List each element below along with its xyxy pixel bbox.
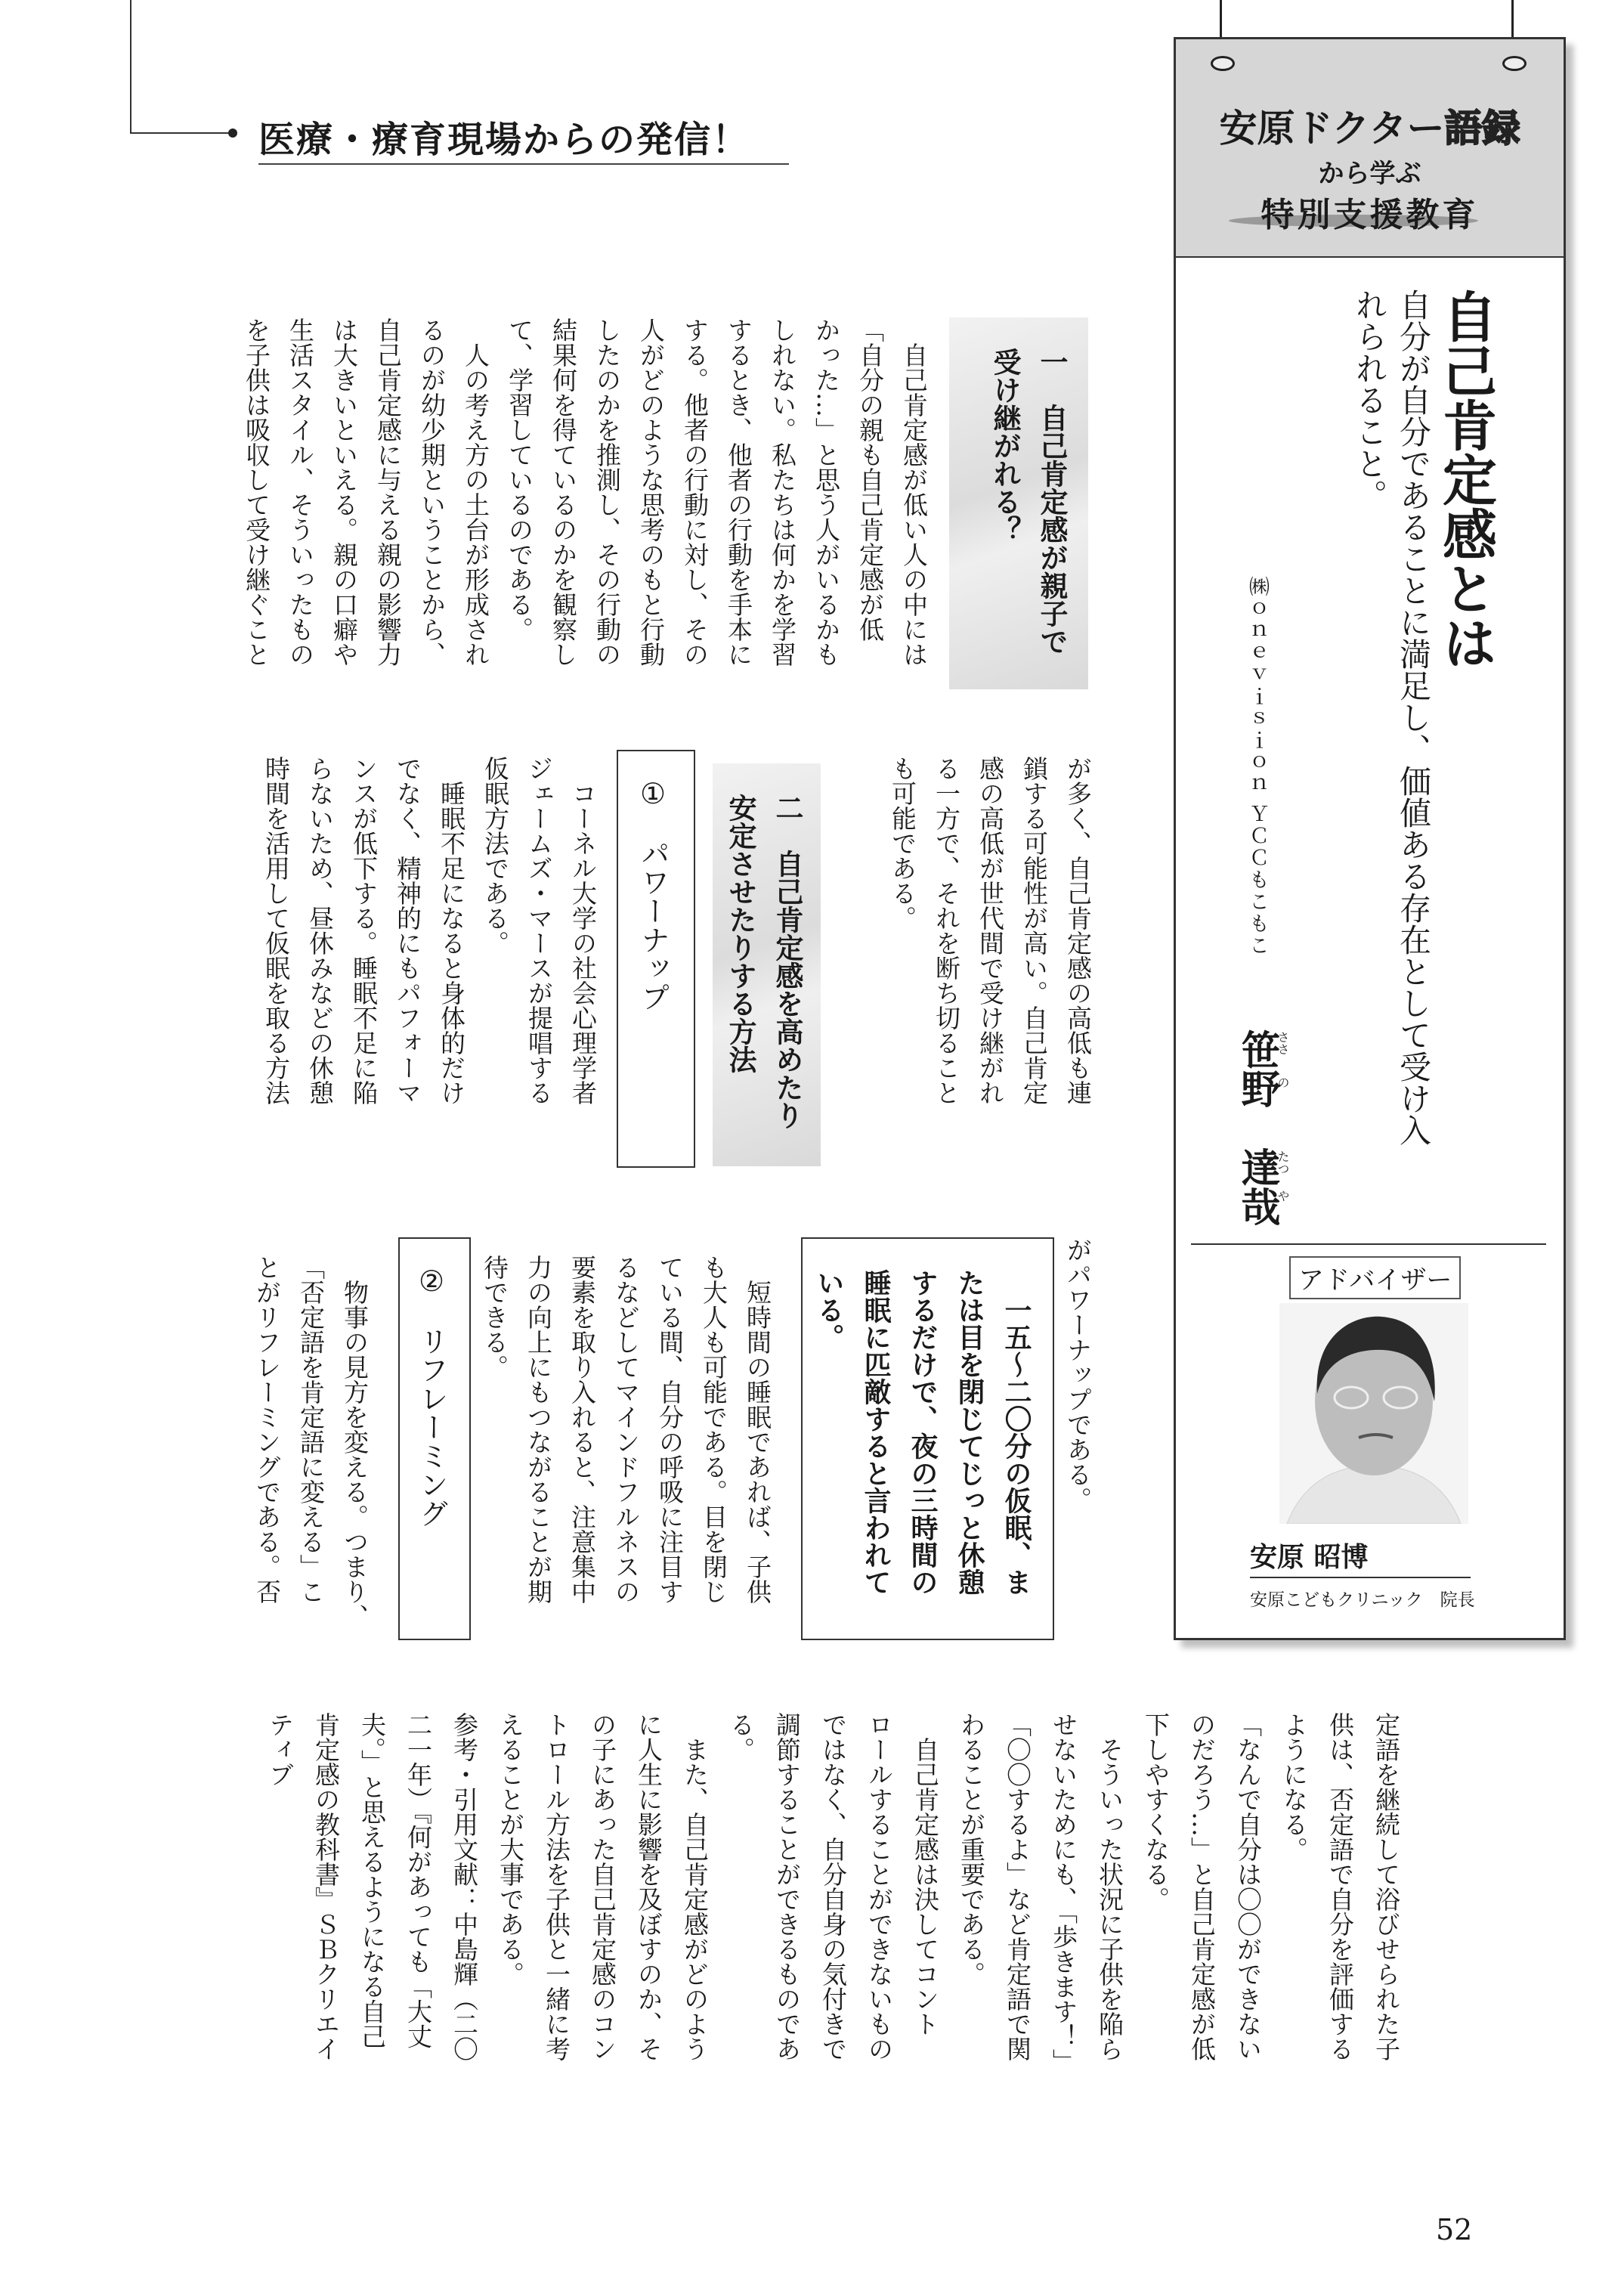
text-column: ジェームズ・マースが提唱する (524, 756, 554, 1105)
section-header-underline (258, 163, 789, 165)
body-band-3-mid (472, 1255, 779, 1633)
text-column: 自分が自分であることに満足し、価値ある存在として受け入 (1395, 289, 1432, 1146)
text-column: 待できる。 (480, 1255, 509, 1379)
text-column: 「否定語を肯定語に変える」こ (296, 1255, 326, 1604)
text-column: 二一年）『何があっても「大丈 (404, 1712, 433, 2049)
text-column: て、学習しているのである。 (505, 317, 534, 642)
ring-right-icon (1502, 56, 1527, 71)
text-column: が多く、自己肯定感の高低も連 (1063, 756, 1093, 1105)
series-title-main: 安原ドクター (1219, 107, 1445, 150)
ring-left-icon (1211, 56, 1235, 71)
subheading-text: ② リフレーミング (415, 1265, 448, 1528)
text-column: がパワーナップである。 (1063, 1237, 1093, 1512)
author-affiliation: ㈱ｏｎｅｖｉｓｉｏｎ ＹＣＣもこもこ (1245, 576, 1269, 957)
series-subtitle: から学ぶ (1318, 159, 1421, 189)
text-column: る一方で、それを断ち切ること (932, 756, 961, 1105)
callout-box (801, 1237, 1054, 1640)
text-column: 物事の見方を変える。つまり、 (340, 1255, 370, 1629)
body-band-1 (234, 317, 936, 695)
text-column: る。 (726, 1712, 756, 1762)
text-column: かった…」と思う人がいるかも (812, 317, 841, 667)
text-column: 自己肯定感は決してコント (911, 1712, 940, 2036)
text-column: のだろう…」と自己肯定感が低 (1187, 1712, 1217, 2061)
text-column: 定語を継続して浴びせられた子 (1372, 1712, 1401, 2061)
panel-divider (1191, 1243, 1546, 1245)
text-column: 時間を活用して仮眠を取る方法 (261, 756, 291, 1105)
author-ruby-3: たつ (1276, 1150, 1290, 1175)
text-column: えることが大事である。 (496, 1712, 525, 1986)
text-column: しれない。私たちは何かを学習 (768, 317, 797, 667)
text-column: 生活スタイル、そういったもの (286, 317, 315, 667)
text-column: 「〇〇するよ」など肯定語で関 (1003, 1712, 1032, 2061)
text-column: 夫。」と思えるようになる自己 (357, 1712, 387, 2049)
subheading-text: ① パワーナップ (636, 777, 670, 1011)
text-column: また、自己肯定感がどのよう (680, 1712, 710, 2061)
text-column: 参考・引用文献：中島輝（二〇 (450, 1712, 479, 2061)
author-ruby-1: ささ (1276, 1031, 1290, 1055)
text-column: を子供は吸収して受け継ぐこと (242, 317, 271, 667)
heading-lines (981, 348, 1075, 655)
text-column: 下しやすくなる。 (1141, 1712, 1171, 1912)
body-band-3-left (245, 1255, 376, 1640)
text-column: する。他者の行動に対し、その (680, 317, 710, 667)
text-column: に人生に影響を及ぼすのか、そ (634, 1712, 664, 2061)
text-column: 仮眠方法である。 (481, 756, 510, 955)
text-column: らないため、昼休みなどの休憩 (305, 756, 335, 1105)
text-column: わることが重要である。 (957, 1712, 986, 1986)
text-column: 睡眠に匹敵すると言われて (860, 1269, 891, 1596)
text-column: トロール方法を子供と一緒に考 (542, 1712, 571, 2061)
heading-section-2 (713, 763, 821, 1166)
text-column: 短時間の睡眠であれば、子供 (743, 1255, 772, 1604)
text-column: ようになる。 (1279, 1712, 1309, 1862)
panel-header (1176, 39, 1564, 258)
subheading-power-nap (617, 750, 695, 1168)
text-column: るのが幼少期ということから、 (417, 317, 447, 667)
text-column: するだけで、夜の三時間の (907, 1269, 938, 1596)
page-number: 52 (1436, 2213, 1473, 2246)
text-column: たは目を閉じてじっと休憩 (954, 1269, 985, 1596)
text-column: 供は、否定語で自分を評価する (1325, 1712, 1355, 2061)
text-column: ロールすることができないもの (865, 1712, 894, 2061)
header-bracket-horizontal (130, 132, 230, 134)
text-column: コーネル大学の社会心理学者 (568, 756, 598, 1105)
advisor-label: アドバイザー (1289, 1256, 1461, 1299)
body-band-2-left (254, 756, 605, 1134)
text-column: 「なんで自分は〇〇ができない (1233, 1712, 1263, 2061)
author-ruby-2: の (1276, 1076, 1290, 1088)
text-column: 一 自己肯定感が親子で (1035, 348, 1068, 655)
author-name: 笹野 達哉 (1234, 1029, 1279, 1226)
subheading-reframing (398, 1237, 471, 1640)
text-column: でなく、精神的にもパフォーマ (393, 756, 422, 1105)
text-column: 結果何を得ているのかを観察し (549, 317, 578, 667)
series-title (1176, 98, 1564, 153)
text-column: は大きいといえる。親の口癖や (329, 317, 359, 667)
text-column: 鎖する可能性が高い。自己肯定 (1019, 756, 1049, 1105)
body-band-4 (257, 1712, 1409, 2101)
text-column: 睡眠不足になると身体的だけ (437, 756, 466, 1105)
section-header: 医療・療育現場からの発信！ (258, 119, 750, 161)
body-band-3-right (1056, 1237, 1100, 1615)
text-column: れられること。 (1351, 289, 1388, 511)
text-column: いる。 (813, 1269, 844, 1351)
series-panel (1174, 37, 1566, 1640)
advisor-photo (1279, 1303, 1468, 1524)
series-title-accent: 語録 (1444, 107, 1520, 150)
text-column: 人の考え方の土台が形成され (461, 317, 490, 667)
text-column: したのかを推測し、その行動の (592, 317, 622, 667)
article-title: 自己肯定感とは (1434, 289, 1497, 670)
bullet-dot-icon (228, 128, 237, 138)
text-column: るなどしてマインドフルネスの (611, 1255, 641, 1604)
text-column: とがリフレーミングである。否 (252, 1255, 282, 1604)
text-column: ンスが低下する。睡眠不足に陥 (349, 756, 379, 1105)
article-subtitle (1347, 289, 1435, 1146)
text-column: せないためにも、「歩きます！」 (1049, 1712, 1078, 2074)
text-column: 要素を取り入れると、注意集中 (568, 1255, 597, 1604)
text-column: 力の向上にもつながることが期 (524, 1255, 553, 1604)
advisor-divider (1250, 1577, 1471, 1578)
text-column: 肯定感の教科書』ＳＢクリエイ (311, 1712, 341, 2061)
callout-lines (805, 1269, 1039, 1596)
text-column: 感の高低が世代間で受け継がれ (976, 756, 1005, 1105)
text-column: 自己肯定感が低い人の中には (899, 317, 929, 667)
text-column: も可能である。 (888, 756, 917, 930)
text-column: ティブ (265, 1712, 295, 1787)
header-bracket-vertical (130, 0, 131, 133)
heading-section-1 (949, 317, 1088, 689)
text-column: 「自分の親も自己肯定感が低 (855, 317, 885, 642)
text-column: するとき、他者の行動を手本に (724, 317, 753, 667)
body-band-2-right (880, 756, 1100, 1134)
text-column: の子にあった自己肯定感のコン (588, 1712, 617, 2061)
text-column: 調節することができるものであ (772, 1712, 802, 2061)
advisor-title: 安原こどもクリニック 院長 (1250, 1590, 1475, 1610)
text-column: 人がどのような思考のもと行動 (636, 317, 666, 667)
text-column: 二 自己肯定感を高めたり (771, 794, 803, 1129)
text-column: 安定させたりする方法 (724, 794, 756, 1073)
author-ruby-4: や (1276, 1190, 1290, 1202)
advisor-name: 安原 昭博 (1250, 1542, 1369, 1573)
text-column: も大人も可能である。目を閉じ (699, 1255, 728, 1604)
text-column: 一五〜二〇分の仮眠、ま (1001, 1269, 1032, 1596)
text-column: ている間、自分の呼吸に注目す (655, 1255, 685, 1604)
text-column: 受け継がれる？ (988, 348, 1021, 543)
heading-lines (716, 794, 810, 1129)
text-column: 自己肯定感に与える親の影響力 (373, 317, 403, 667)
text-column: ではなく、自分自身の気付きで (818, 1712, 848, 2061)
text-column: そういった状況に子供を陥ら (1095, 1712, 1124, 2061)
series-title-bottom: 特別支援教育 (1261, 196, 1479, 234)
